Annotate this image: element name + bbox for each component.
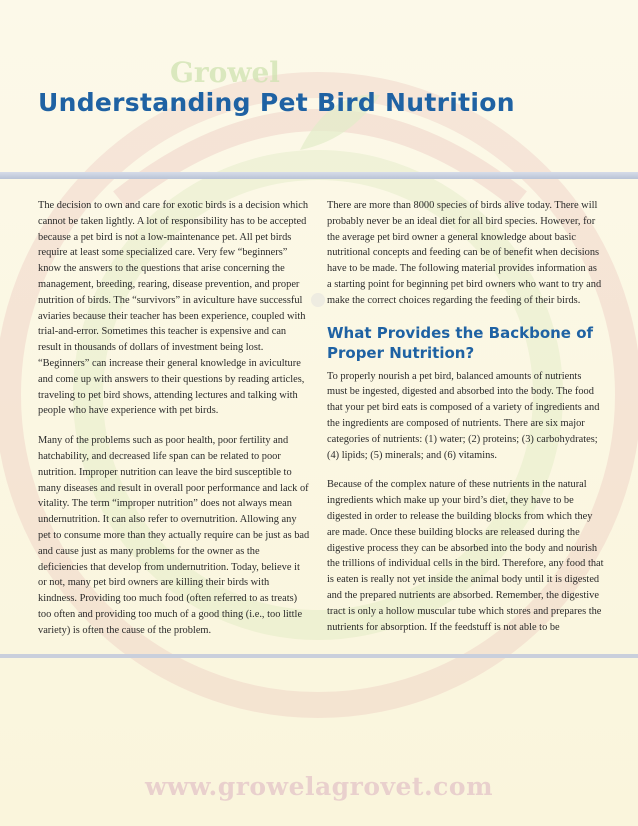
right-column (327, 198, 604, 649)
right-intro-paragraph: There are more than 8000 species of birds alive today. There will probably never be an ideal diet for all bird species. However, for the average pet bird owner a general knowledge about basic nutritional concepts and feeding can be of benefit when decisions have to be made. The following material provides information as a starting point for beginning pet bird owners who want to try and make the correct choices regarding the feeding of their birds. (327, 200, 602, 306)
footer-divider (0, 654, 638, 658)
right-paragraph-1: To properly nourish a pet bird, balanced amounts of nutrients must be ingested, digested and absorbed into the body. The food that your pet bird eats is composed of a variety of ingredients and the ingredients are composed of nutrients. There are six major categories of nutrients: (1) water; (2) proteins; (3) carbohydrates; (4) lipids; (5) minerals; and (6) vitamins. (327, 370, 600, 461)
section-heading: What Provides the Backbone of Proper Nutrition? (327, 323, 594, 362)
left-paragraph-2: Many of the problems such as poor health, poor fertility and hatchability, and decreased life span can be related to poor nutrition. Improper nutrition can leave the bird susceptible to many diseases and result in overall poor performance and lack of vitality. The term “improper nutrition” does not always mean undernutrition. It can also refer to overnutrition. Allowing any pet to consume more than they actually require can be just as bad and cause just as many problems for the owner as the deficiencies that develop from undernutrition. Today, believe it or not, many pet bird owners are killing their birds with kindness. Providing too much food (often referred to as treats) too often and providing too much of a good thing (i.e., too little variety) is often the cause of the problem. (38, 435, 310, 636)
header-divider (0, 172, 638, 179)
left-column (38, 198, 310, 653)
right-paragraph-2: Because of the complex nature of these nutrients in the natural ingredients which make up your bird’s diet, they have to be digested in order to release the building blocks from which they are made. Once these building blocks are released during the digestive process they can be absorbed into the body and nourish the trillions of individual cells in the bird. Therefore, any food that is eaten is really not yet inside the animal body until it is digested and the prepared nutrients are absorbed. Remember, the digestive tract is only a hollow muscular tube which stores and prepares the nutrients for absorption. If the feedstuff is not able to be (327, 479, 604, 633)
page-title: Understanding Pet Bird Nutrition (38, 88, 515, 117)
watermark-bird-eye (311, 293, 325, 307)
left-paragraph-1: The decision to own and care for exotic birds is a decision which cannot be taken lightly. A lot of responsibility has to be accepted because a pet bird is not a low-maintenance pet. All pet birds require at least some specialized care. Very few “beginners” know the answers to the questions that arise concerning the management, breeding, rearing, disease prevention, and proper nutrition of birds. The “survivors” in aviculture have successful aviaries because their teacher has been experience, coupled with trial-and-error. Sometimes this teacher is expensive and can result in thousands of dollars of investment being lost. “Beginners” can increase their general knowledge in aviculture and come up with answers to their questions by reading articles, traveling to pet bird shows, attending lectures and talking with people who have experience with pet birds. (38, 200, 309, 417)
watermark-logo-text: Growel (170, 56, 280, 89)
footer-website-url: www.growelagrovet.com (144, 772, 494, 801)
